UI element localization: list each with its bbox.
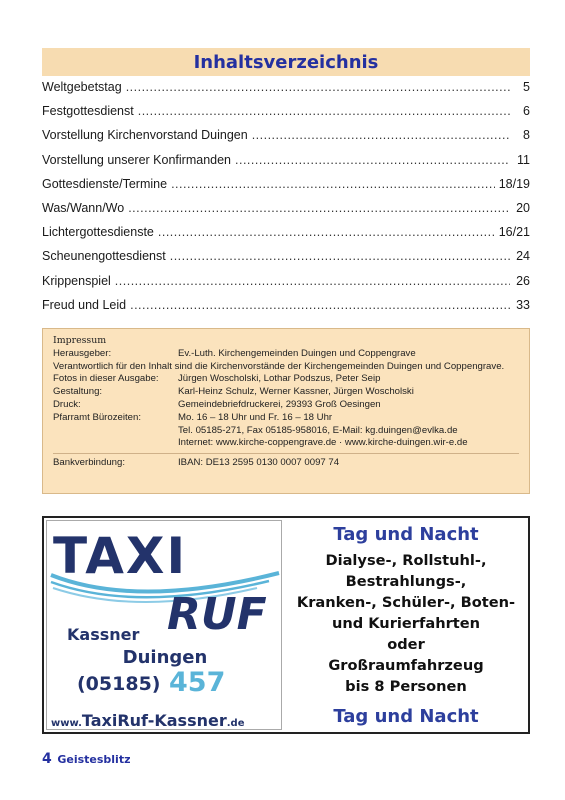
page-number: 4 (42, 751, 52, 767)
impressum-web[interactable]: Internet: www.kirche-coppengrave.de · www.kirche-duingen.wir-e.de (178, 437, 468, 449)
toc-entry (42, 104, 530, 128)
service-line: bis 8 Personen (345, 678, 467, 695)
toc-entry-page: 26 (516, 273, 530, 288)
impressum-value: Karl-Heinz Schulz, Werner Kassner, Jürgen Woscholski (178, 386, 414, 398)
toc-entry-title: Krippenspiel (42, 273, 111, 288)
toc-entry-page: 6 (523, 104, 530, 119)
taxi-advertisement (42, 516, 530, 734)
impressum-druck (53, 399, 519, 412)
service-line: Großraumfahrzeug (328, 657, 484, 674)
toc-entry (42, 274, 530, 298)
toc-entry (42, 201, 530, 225)
tag-und-nacht-bottom: Tag und Nacht (333, 706, 479, 727)
toc-leader-dots (252, 128, 510, 142)
logo-duingen-text: Duingen (122, 647, 208, 668)
toc-entry (42, 225, 530, 249)
toc-leader-dots (158, 225, 495, 239)
impressum-herausgeber (53, 348, 519, 361)
impressum-hours: Mo. 16 – 18 Uhr und Fr. 16 – 18 Uhr (178, 411, 333, 423)
table-of-contents (42, 80, 530, 322)
service-line: Dialyse-, Rollstuhl-, (325, 552, 487, 569)
service-line: Bestrahlungs-, (345, 573, 467, 590)
toc-entry-page: 16/21 (498, 225, 530, 240)
impressum-divider (53, 453, 519, 454)
impressum-label: Pfarramt Bürozeiten: (53, 411, 141, 423)
service-line: und Kurierfahrten (331, 615, 481, 632)
ad-services-panel (284, 518, 528, 732)
toc-entry-page: 33 (516, 297, 530, 312)
toc-leader-dots (170, 249, 510, 263)
toc-entry-title: Vorstellung unserer Konfirmanden (42, 152, 232, 167)
url-main: TaxiRuf-Kassner (81, 711, 227, 730)
taxi-logo (46, 520, 282, 730)
toc-leader-dots (138, 104, 510, 118)
impressum-value: Gemeindebriefdruckerei, 29393 Groß Oesingen (178, 398, 381, 410)
phone-area-code: (05185) (77, 673, 161, 695)
impressum-label: Bankverbindung: (53, 457, 126, 469)
impressum-pfarramt-details (178, 412, 519, 450)
toc-entry-title: Scheunengottesdienst (42, 249, 166, 264)
impressum-fotos (53, 373, 519, 386)
toc-leader-dots (128, 201, 510, 215)
impressum-contact[interactable]: Tel. 05185-271, Fax 05185-958016, E-Mail: kg.duingen@evlka.de (178, 424, 458, 436)
impressum-bank (53, 457, 519, 470)
toc-entry-title: Festgottesdienst (42, 104, 134, 119)
toc-leader-dots (126, 80, 510, 94)
toc-header (42, 48, 530, 76)
toc-entry-title: Freud und Leid (42, 297, 127, 312)
page-footer (42, 748, 130, 767)
tag-und-nacht-top: Tag und Nacht (333, 524, 479, 545)
toc-entry-page: 5 (523, 80, 530, 94)
impressum-label: Gestaltung: (53, 386, 103, 398)
impressum-value: Ev.-Luth. Kirchengemeinden Duingen und Coppengrave (178, 347, 416, 359)
publication-name: Geistesblitz (57, 753, 131, 766)
toc-entry-page: 24 (516, 249, 530, 264)
toc-entry (42, 249, 530, 273)
toc-entry-title: Vorstellung Kirchenvorstand Duingen (42, 128, 248, 143)
toc-entry (42, 177, 530, 201)
ad-website-link[interactable] (51, 711, 244, 730)
impressum-gestaltung (53, 386, 519, 399)
impressum-title: Impressum (53, 335, 107, 346)
toc-entry-title: Was/Wann/Wo (42, 200, 125, 215)
toc-entry-page: 18/19 (498, 176, 530, 191)
toc-entry-title: Weltgebetstag (42, 80, 122, 94)
toc-entry-page: 11 (517, 152, 530, 167)
impressum-label: Herausgeber: (53, 347, 112, 359)
toc-leader-dots (171, 177, 495, 191)
toc-leader-dots (130, 298, 510, 312)
toc-entry-page: 8 (523, 128, 530, 143)
impressum-value: IBAN: DE13 2595 0130 0007 0097 74 (178, 457, 340, 469)
url-suffix: .de (226, 718, 245, 729)
impressum-pfarramt (53, 412, 519, 450)
impressum-value: Jürgen Woscholski, Lothar Podszus, Peter Seip (178, 373, 381, 385)
url-prefix: www. (51, 718, 82, 729)
service-line: Kranken-, Schüler-, Boten- (296, 594, 516, 611)
impressum-label: Fotos in dieser Ausgabe: (53, 373, 159, 385)
toc-leader-dots (115, 274, 510, 288)
toc-entry (42, 128, 530, 152)
services-list (284, 550, 528, 697)
toc-entry-page: 20 (516, 200, 530, 215)
logo-kassner-text: Kassner (67, 625, 140, 644)
toc-entry (42, 153, 530, 177)
toc-entry-title: Lichtergottesdienste (42, 225, 154, 240)
logo-taxi-text: TAXI (53, 527, 188, 585)
toc-entry (42, 298, 530, 322)
logo-ruf-text: RUF (167, 589, 267, 640)
impressum-box (42, 328, 530, 494)
toc-heading: Inhaltsverzeichnis (193, 51, 379, 73)
impressum-verantwortlich: Verantwortlich für den Inhalt sind die Kirchenvorstände der Kirchengemeinden Duingen und Coppengrave. (53, 360, 505, 372)
toc-entry (42, 80, 530, 104)
impressum-label: Druck: (53, 398, 81, 410)
phone-number: 457 (169, 667, 226, 698)
toc-entry-title: Gottesdienste/Termine (42, 176, 168, 191)
service-line: oder (387, 636, 425, 653)
toc-leader-dots (235, 153, 510, 167)
